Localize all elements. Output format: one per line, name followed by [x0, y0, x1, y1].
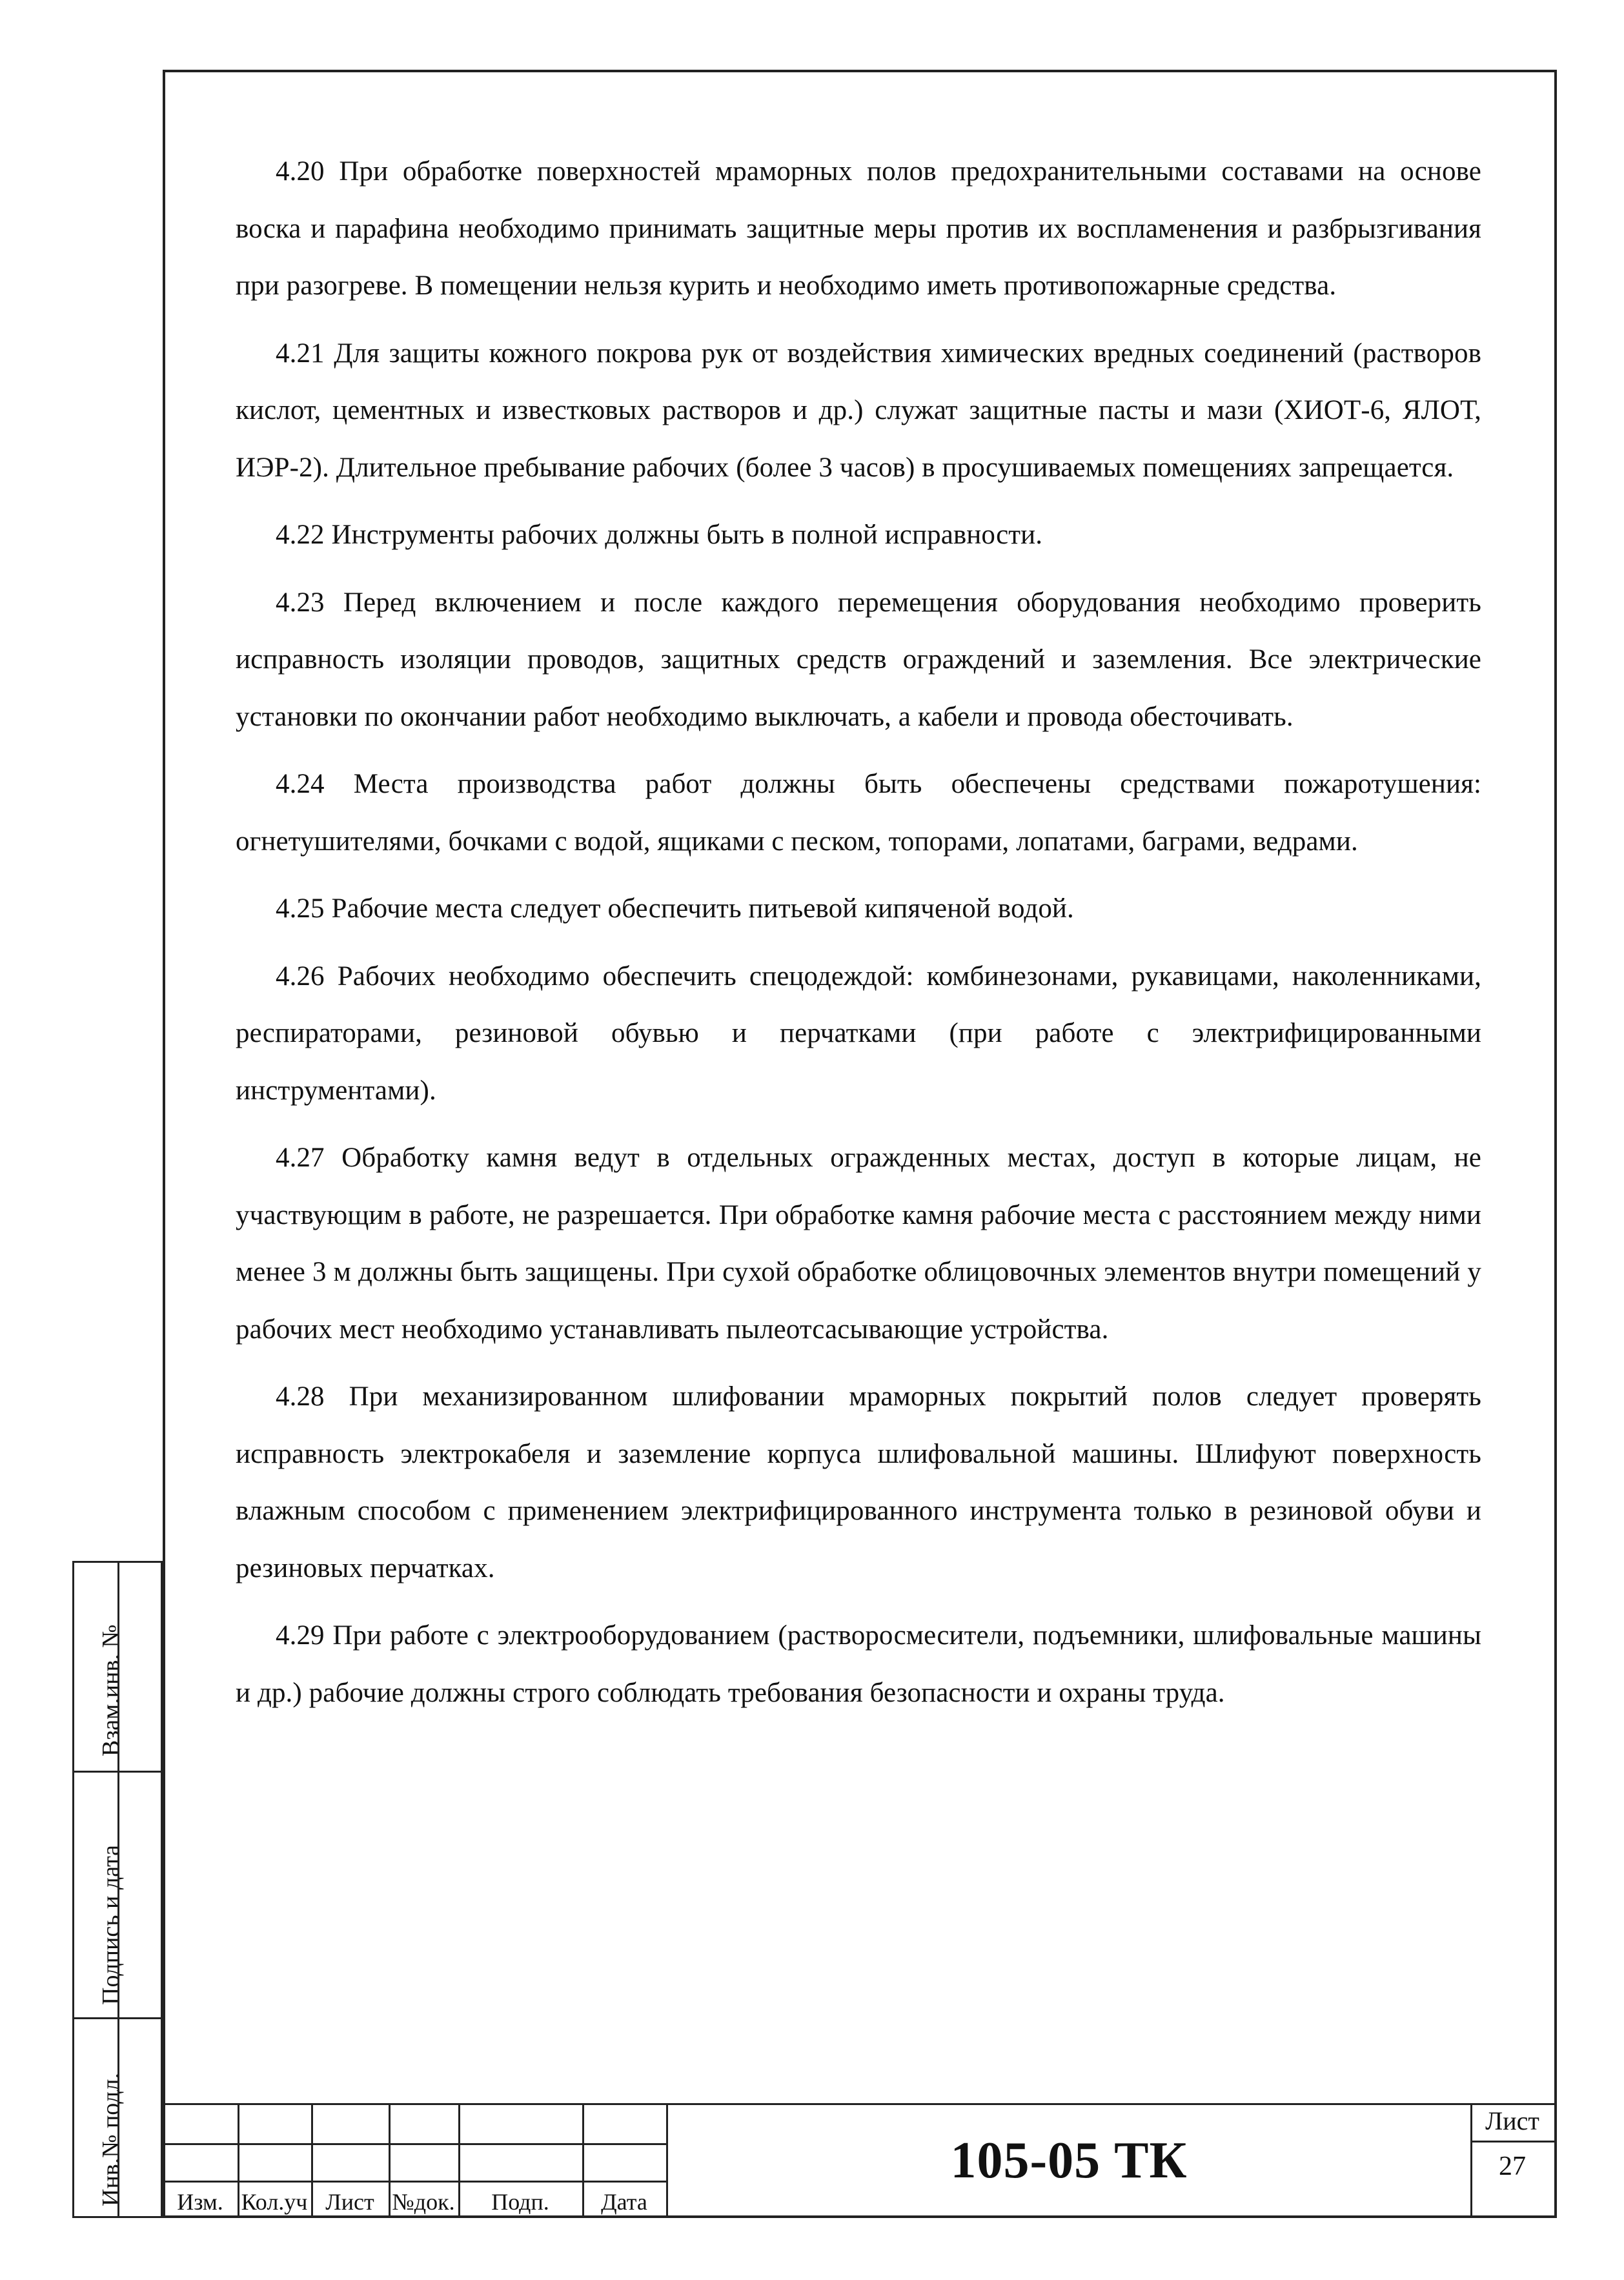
replaced-inv-label: Взам.инв. № — [97, 1624, 125, 1756]
paragraph-4-24: 4.24 Места производства работ должны быть обеспечены средствами пожаротушения: огнетушителями, бочками с водой, ящиками с песком, топорами, лопатами, баграми, ведрами. — [236, 769, 1481, 857]
stamp-header-sheet: Лист — [325, 2189, 374, 2215]
paragraph-4-26: 4.26 Рабочих необходимо обеспечить спецодеждой: комбинезонами, рукавицами, наколенниками, респираторами, резиновой обувью и перчатками (при работе с электрифицированными инструментами). — [236, 961, 1481, 1106]
stamp-header-doc-no: №док. — [392, 2189, 455, 2215]
stamp-header-change: Изм. — [177, 2189, 223, 2215]
side-divider — [117, 1561, 119, 2218]
revision-grid — [163, 2103, 667, 2218]
paragraph-4-25: 4.25 Рабочие места следует обеспечить питьевой кипяченой водой. — [276, 893, 1074, 924]
sheet-label: Лист — [1485, 2106, 1539, 2135]
paragraph-4-22: 4.22 Инструменты рабочих должны быть в полной исправности. — [276, 520, 1043, 550]
paragraph-4-27: 4.27 Обработку камня ведут в отдельных огражденных местах, доступ в которые лицам, не участвующим в работе, не разрешается. При обработке камня рабочие места с расстоянием между ними менее 3 м должны быть защищены. При сухой обработке облицовочных элементов внутри помещений у рабочих мест необходимо устанавливать пылеотсасывающие устройства. — [236, 1143, 1481, 1345]
inv-original-label: Инв.№ подл. — [97, 2072, 125, 2206]
side-strip — [72, 1561, 163, 2218]
paragraph-4-29: 4.29 При работе с электрооборудованием (растворосмесители, подъемники, шлифовальные машины и др.) рабочие должны строго соблюдать требования безопасности и охраны труда. — [236, 1620, 1481, 1708]
paragraph-4-20: 4.20 При обработке поверхностей мраморных полов предохранительными составами на основе воска и парафина необходимо принимать защитные меры против их воспламенения и разбрызгивания при разогреве. В помещении нельзя курить и необходимо иметь противопожарные средства. — [236, 156, 1481, 301]
document-body — [236, 143, 1481, 1722]
sheet-number: 27 — [1499, 2152, 1526, 2181]
title-block — [163, 2103, 1557, 2218]
stamp-header-date: Дата — [601, 2189, 647, 2215]
stamp-header-signature: Подп. — [491, 2189, 549, 2215]
paragraph-4-21: 4.21 Для защиты кожного покрова рук от воздействия химических вредных соединений (растворов кислот, цементных и известковых растворов и др.) служат защитные пасты и мази (ХИОТ-6, ЯЛОТ, ИЭР-2). Длительное пребывание рабочих (более 3 часов) в просушиваемых помещениях запрещается. — [236, 338, 1481, 483]
document-code: 105-05 ТК — [950, 2132, 1188, 2189]
paragraph-4-23: 4.23 Перед включением и после каждого перемещения оборудования необходимо проверить исправность изоляции проводов, защитных средств ограждений и заземления. Все электрические установки по окончании работ необходимо выключать, а кабели и провода обесточивать. — [236, 587, 1481, 732]
paragraph-4-28: 4.28 При механизированном шлифовании мраморных покрытий полов следует проверять исправность электрокабеля и заземление корпуса шлифовальной машины. Шлифуют поверхность влажным способом с применением электрифицированного инструмента только в резиновой обуви и резиновых перчатках. — [236, 1381, 1481, 1583]
sheet-box — [1470, 2103, 1557, 2218]
signature-date-label: Подпись и дата — [97, 1844, 125, 2005]
stamp-header-qty: Кол.уч — [241, 2189, 308, 2215]
